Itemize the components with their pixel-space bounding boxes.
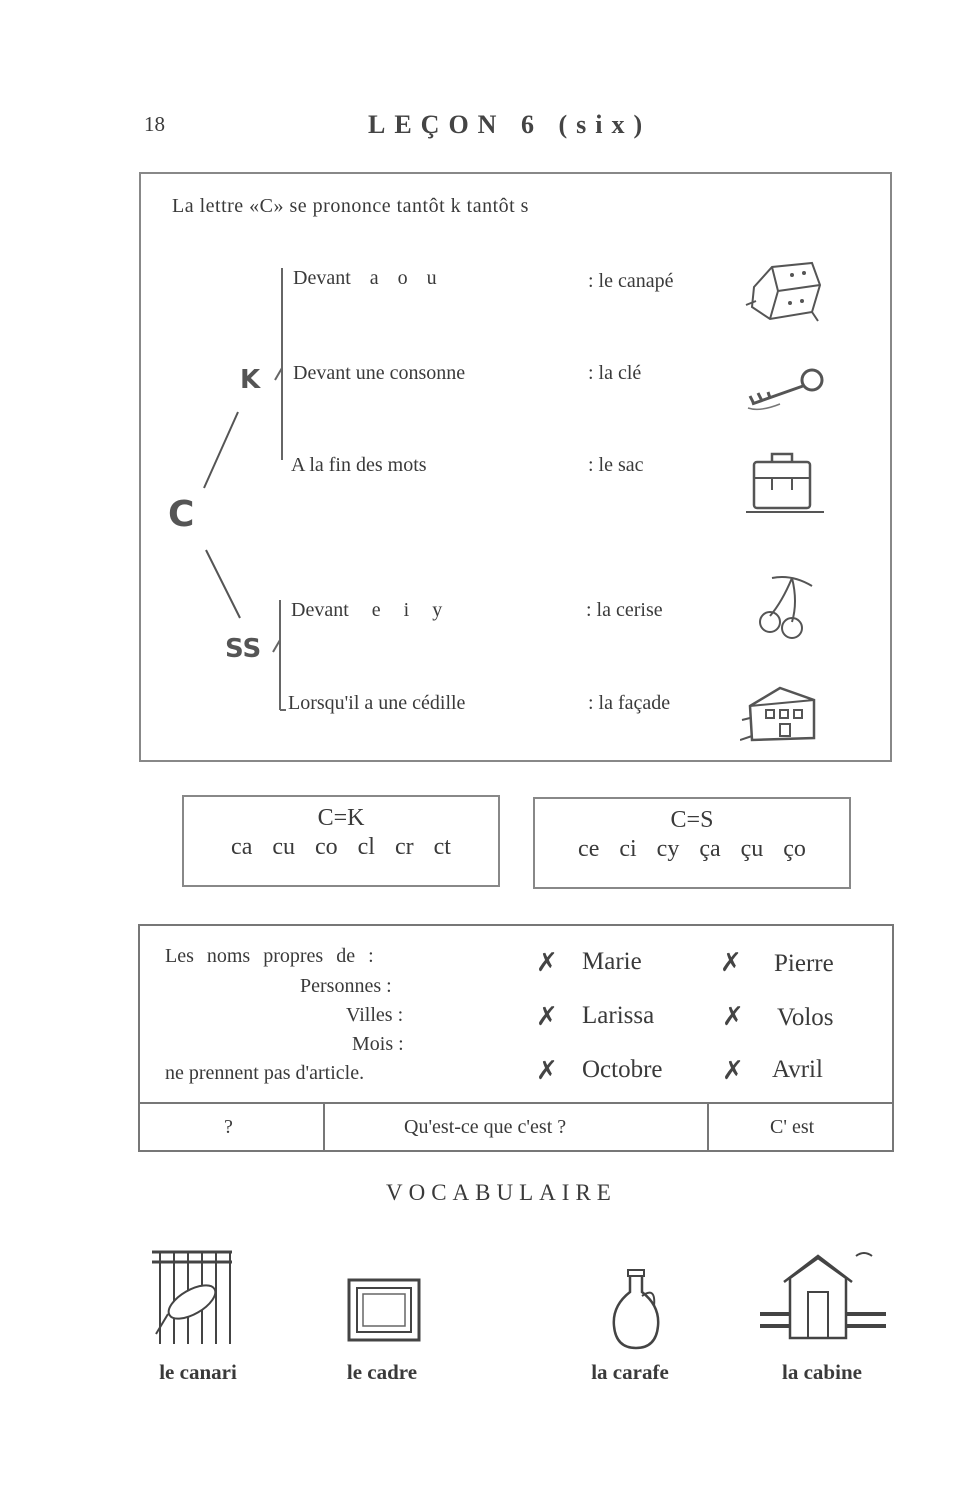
row-condition: Devant une consonne: [293, 362, 466, 384]
row-example: : le canapé: [588, 270, 674, 292]
divider: [138, 1102, 894, 1104]
letter-ss: SS: [225, 634, 262, 664]
row-condition: Lorsqu'il a une cédille: [288, 692, 466, 714]
row-example: : la clé: [588, 362, 642, 384]
name-item: Avril: [772, 1056, 823, 1083]
sound-box-syllables: ce ci cy ça çu ço: [578, 836, 806, 862]
crossed-article-icon: ✗: [536, 948, 558, 978]
row-condition: Devant a o u: [293, 267, 437, 289]
satchel-icon: [742, 450, 828, 520]
name-item: Larissa: [582, 1002, 655, 1029]
crossed-article-icon: ✗: [536, 1056, 558, 1086]
letter-k: K: [240, 365, 261, 395]
sound-box-s: [533, 797, 851, 889]
house-icon: [740, 680, 826, 750]
sofa-icon: [742, 257, 828, 327]
name-item: Pierre: [774, 950, 834, 977]
carafe-icon: [606, 1266, 666, 1356]
crossed-article-icon: ✗: [536, 1002, 558, 1032]
name-item: Marie: [582, 948, 642, 975]
name-item: Octobre: [582, 1056, 663, 1083]
row-example: : la façade: [588, 692, 671, 714]
sound-box-k: [182, 795, 500, 887]
sound-box-head: C=S: [670, 807, 714, 833]
rule-intro: La lettre «C» se prononce tantôt k tantôt s: [172, 195, 529, 217]
proper-names-intro: Les noms propres de :: [165, 945, 374, 967]
divider: [323, 1104, 325, 1150]
proper-names-end: ne prennent pas d'article.: [165, 1062, 365, 1084]
vocab-label: le canari: [159, 1360, 237, 1384]
frame-icon: [345, 1276, 423, 1346]
crossed-article-icon: ✗: [722, 1002, 744, 1032]
question-text: Qu'est-ce que c'est ?: [404, 1116, 567, 1138]
crossed-article-icon: ✗: [720, 948, 742, 978]
cherry-icon: [752, 572, 838, 642]
category-persons: Personnes :: [300, 975, 392, 997]
page-number: 18: [144, 112, 165, 136]
vocab-label: la carafe: [591, 1360, 669, 1384]
name-item: Volos: [777, 1004, 834, 1031]
sound-box-head: C=K: [317, 805, 365, 831]
category-towns: Villes :: [346, 1004, 404, 1026]
sound-box-syllables: ca cu co cl cr ct: [231, 834, 451, 860]
row-example: : la cerise: [586, 599, 663, 621]
page-title: LEÇON 6 (six): [368, 110, 652, 139]
category-months: Mois :: [352, 1033, 404, 1055]
question-mark: ?: [224, 1116, 233, 1138]
vocabulary-title: VOCABULAIRE: [386, 1180, 617, 1205]
divider: [707, 1104, 709, 1150]
cabin-icon: [758, 1248, 888, 1348]
key-icon: [740, 360, 826, 430]
crossed-article-icon: ✗: [722, 1056, 744, 1086]
row-example: : le sac: [588, 454, 644, 476]
branch-lines: [140, 170, 300, 760]
row-condition: A la fin des mots: [291, 454, 427, 476]
bird-cage-icon: [142, 1248, 242, 1348]
letter-c: C: [168, 494, 195, 535]
answer-text: C' est: [770, 1116, 815, 1138]
vocab-label: la cabine: [782, 1360, 862, 1384]
row-condition: Devant e i y: [291, 599, 443, 621]
vocab-label: le cadre: [346, 1360, 418, 1384]
